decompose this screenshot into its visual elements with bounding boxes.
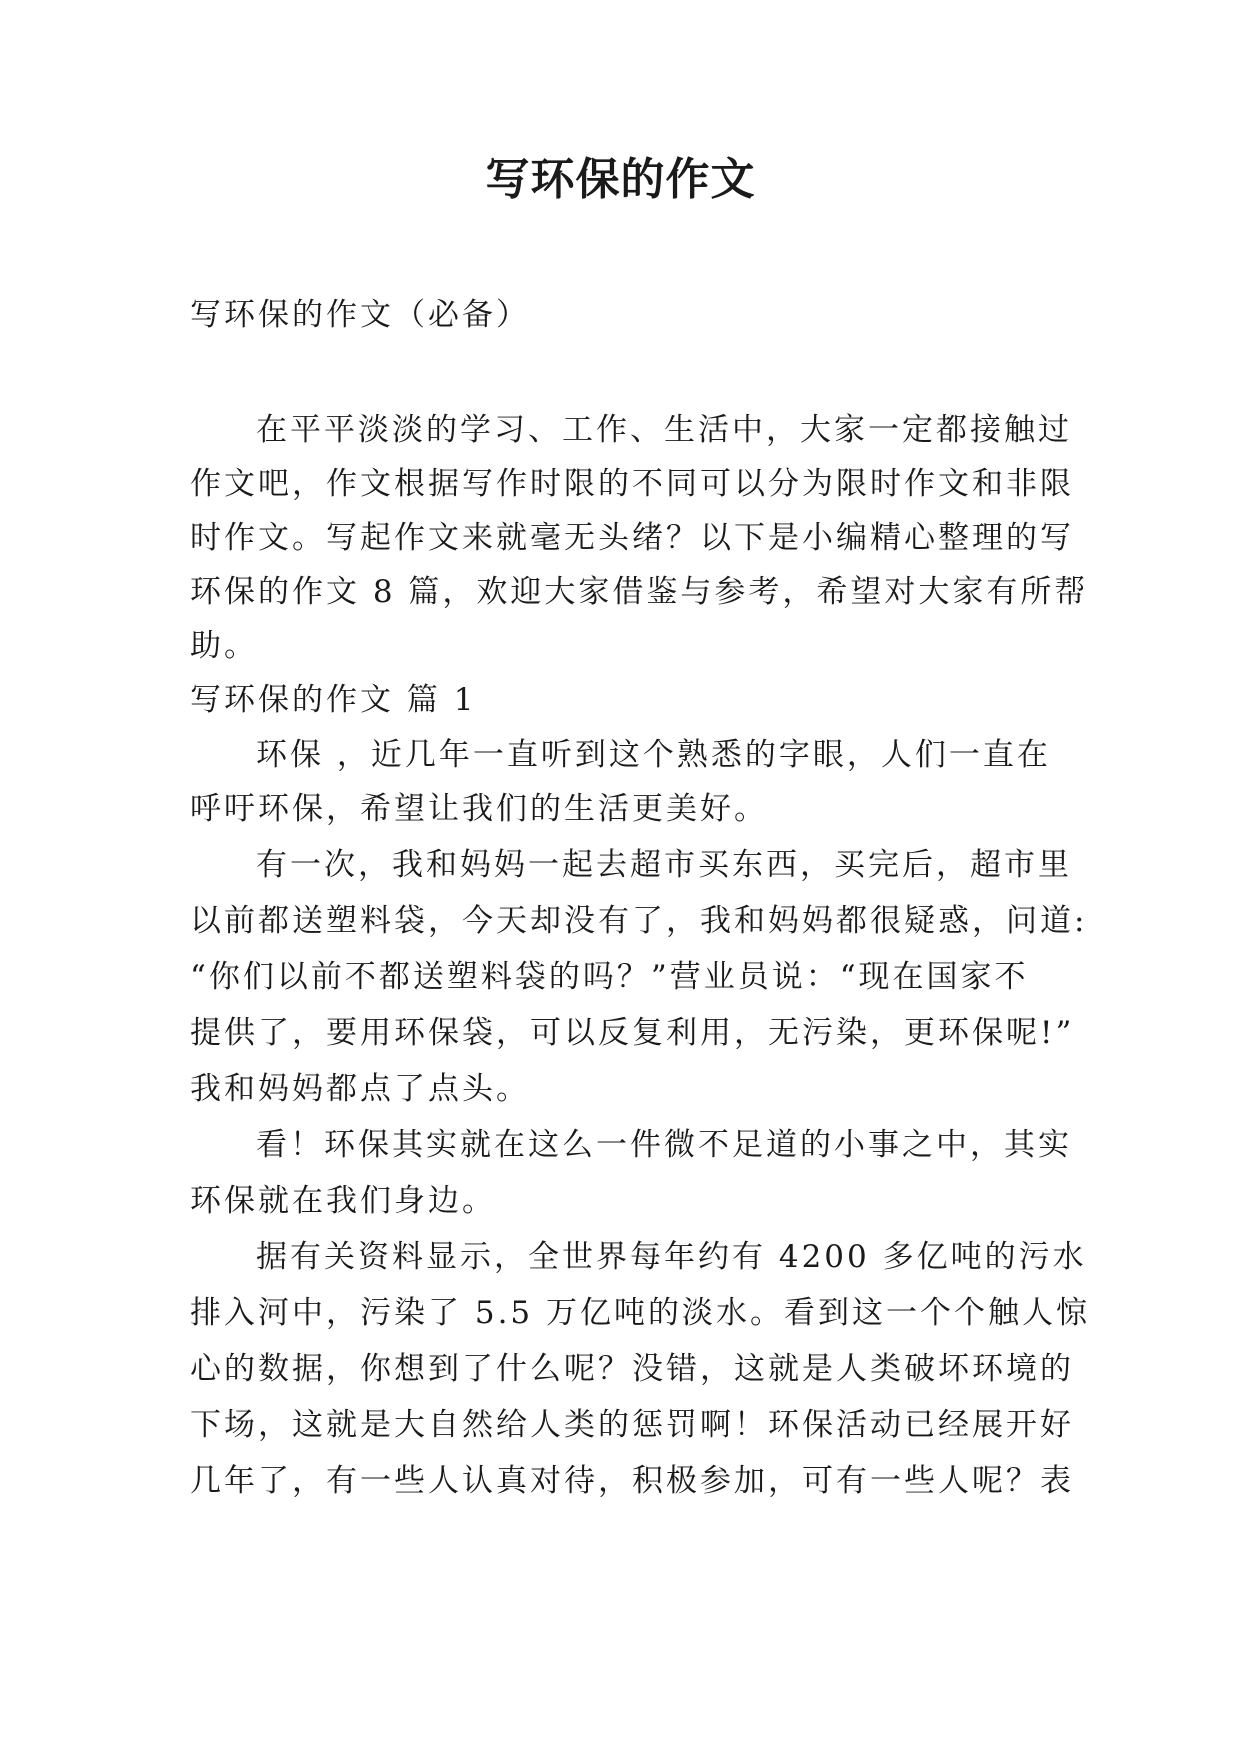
paragraph-line: 呼吁环保，希望让我们的生活更美好。 <box>190 791 768 827</box>
document-subtitle: 写环保的作文（必备） <box>190 297 530 333</box>
paragraph-line: 提供了，要用环保袋，可以反复利用，无污染，更环保呢!” <box>190 1015 1075 1051</box>
paragraph-line: 几年了，有一些人认真对待，积极参加，可有一些人呢？表 <box>190 1463 1074 1499</box>
paragraph-line: 助。 <box>190 628 258 664</box>
section-heading: 写环保的作文 篇 1 <box>190 682 477 718</box>
paragraph-line: 以前都送塑料袋，今天却没有了，我和妈妈都很疑惑，问道: <box>190 903 1088 939</box>
paragraph-line: 环保就在我们身边。 <box>190 1183 496 1219</box>
paragraph-line: 环保的作文 8 篇，欢迎大家借鉴与参考，希望对大家有所帮 <box>190 574 1089 610</box>
paragraph-line: 环保 ，近几年一直听到这个熟悉的字眼，人们一直在 <box>256 737 1051 773</box>
paragraph-line: 时作文。写起作文来就毫无头绪？以下是小编精心整理的写 <box>190 520 1074 556</box>
document-title: 写环保的作文 <box>485 154 756 205</box>
paragraph-line: 看！环保其实就在这么一件微不足道的小事之中，其实 <box>256 1127 1072 1163</box>
paragraph-line: 作文吧，作文根据写作时限的不同可以分为限时作文和非限 <box>190 466 1074 502</box>
paragraph-line: 在平平淡淡的学习、工作、生活中，大家一定都接触过 <box>256 412 1072 448</box>
paragraph-line: 我和妈妈都点了点头。 <box>190 1071 530 1107</box>
paragraph-line: 下场，这就是大自然给人类的惩罚啊！环保活动已经展开好 <box>190 1407 1074 1443</box>
paragraph-line: 心的数据，你想到了什么呢？没错，这就是人类破坏环境的 <box>190 1351 1074 1387</box>
paragraph-line: 排入河中，污染了 5.5 万亿吨的淡水。看到这一个个触人惊 <box>190 1295 1091 1331</box>
paragraph-line: 据有关资料显示，全世界每年约有 4200 多亿吨的污水 <box>256 1239 1087 1275</box>
paragraph-line: “你们以前不都送塑料袋的吗？”营业员说：“现在国家不 <box>190 959 1029 995</box>
paragraph-line: 有一次，我和妈妈一起去超市买东西，买完后，超市里 <box>256 847 1072 883</box>
